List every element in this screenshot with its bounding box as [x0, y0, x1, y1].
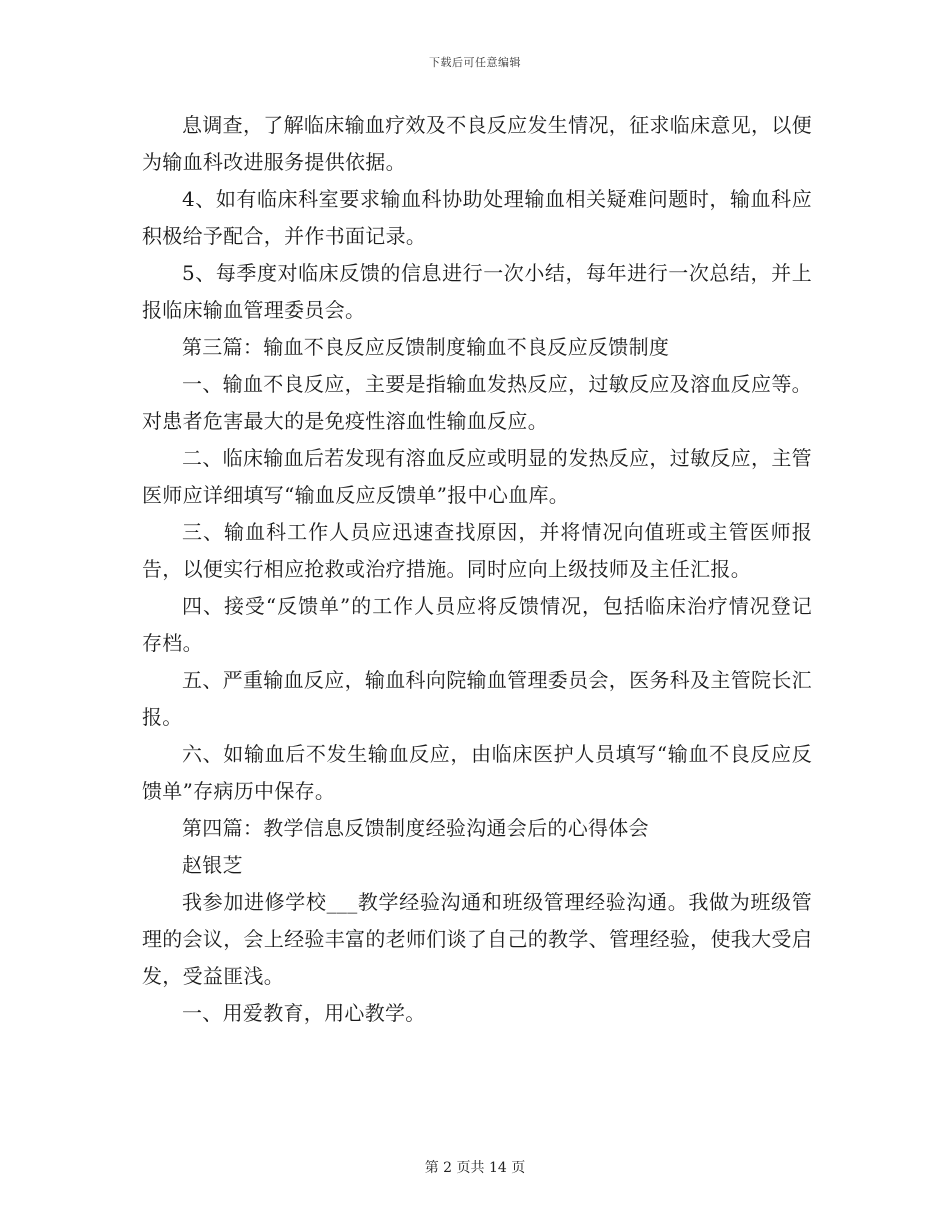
paragraph-14: 一、用爱教育，用心教学。	[182, 1001, 426, 1025]
paragraph-13: 我参加进修学校___教学经验沟通和班级管理经验沟通。我做为班级管理的会议，会上经验丰富的老师们谈了自己的教学、管理经验，使我大受启发，受益匪浅。	[142, 890, 812, 988]
paragraph-5: 一、输血不良反应，主要是指输血发热反应，过敏反应及溶血反应等。对患者危害最大的是免疫性溶血性输血反应。	[142, 372, 812, 433]
paragraph-2: 4、如有临床科室要求输血科协助处理输血相关疑难问题时，输血科应积极给予配合，并作书面记录。	[142, 187, 812, 248]
paragraph-6: 二、临床输血后若发现有溶血反应或明显的发热反应，过敏反应，主管医师应详细填写“输血反应反馈单”报中心血库。	[142, 446, 812, 507]
section-heading-4: 第四篇：教学信息反馈制度经验沟通会后的心得体会	[182, 816, 649, 840]
paragraph-10: 六、如输血后不发生输血反应，由临床医护人员填写“输血不良反应反馈单”存病历中保存。	[142, 742, 812, 803]
section-heading-3: 第三篇：输血不良反应反馈制度输血不良反应反馈制度	[182, 335, 670, 359]
paragraph-7: 三、输血科工作人员应迅速查找原因，并将情况向值班或主管医师报告，以便实行相应抢救或治疗措施。同时应向上级技师及主任汇报。	[142, 520, 812, 581]
document-body	[142, 107, 812, 1032]
page-number: 第 2 页共 14 页	[424, 1160, 526, 1176]
page-header: 下载后可任意编辑	[429, 56, 521, 69]
paragraph-3: 5、每季度对临床反馈的信息进行一次小结，每年进行一次总结，并上报临床输血管理委员会。	[142, 261, 812, 322]
paragraph-9: 五、严重输血反应，输血科向院输血管理委员会，医务科及主管院长汇报。	[142, 668, 812, 729]
author-name: 赵银芝	[182, 853, 243, 877]
paragraph-1: 息调查，了解临床输血疗效及不良反应发生情况，征求临床意见，以便为输血科改进服务提供依据。	[142, 113, 812, 174]
paragraph-8: 四、接受“反馈单”的工作人员应将反馈情况，包括临床治疗情况登记存档。	[142, 594, 812, 655]
